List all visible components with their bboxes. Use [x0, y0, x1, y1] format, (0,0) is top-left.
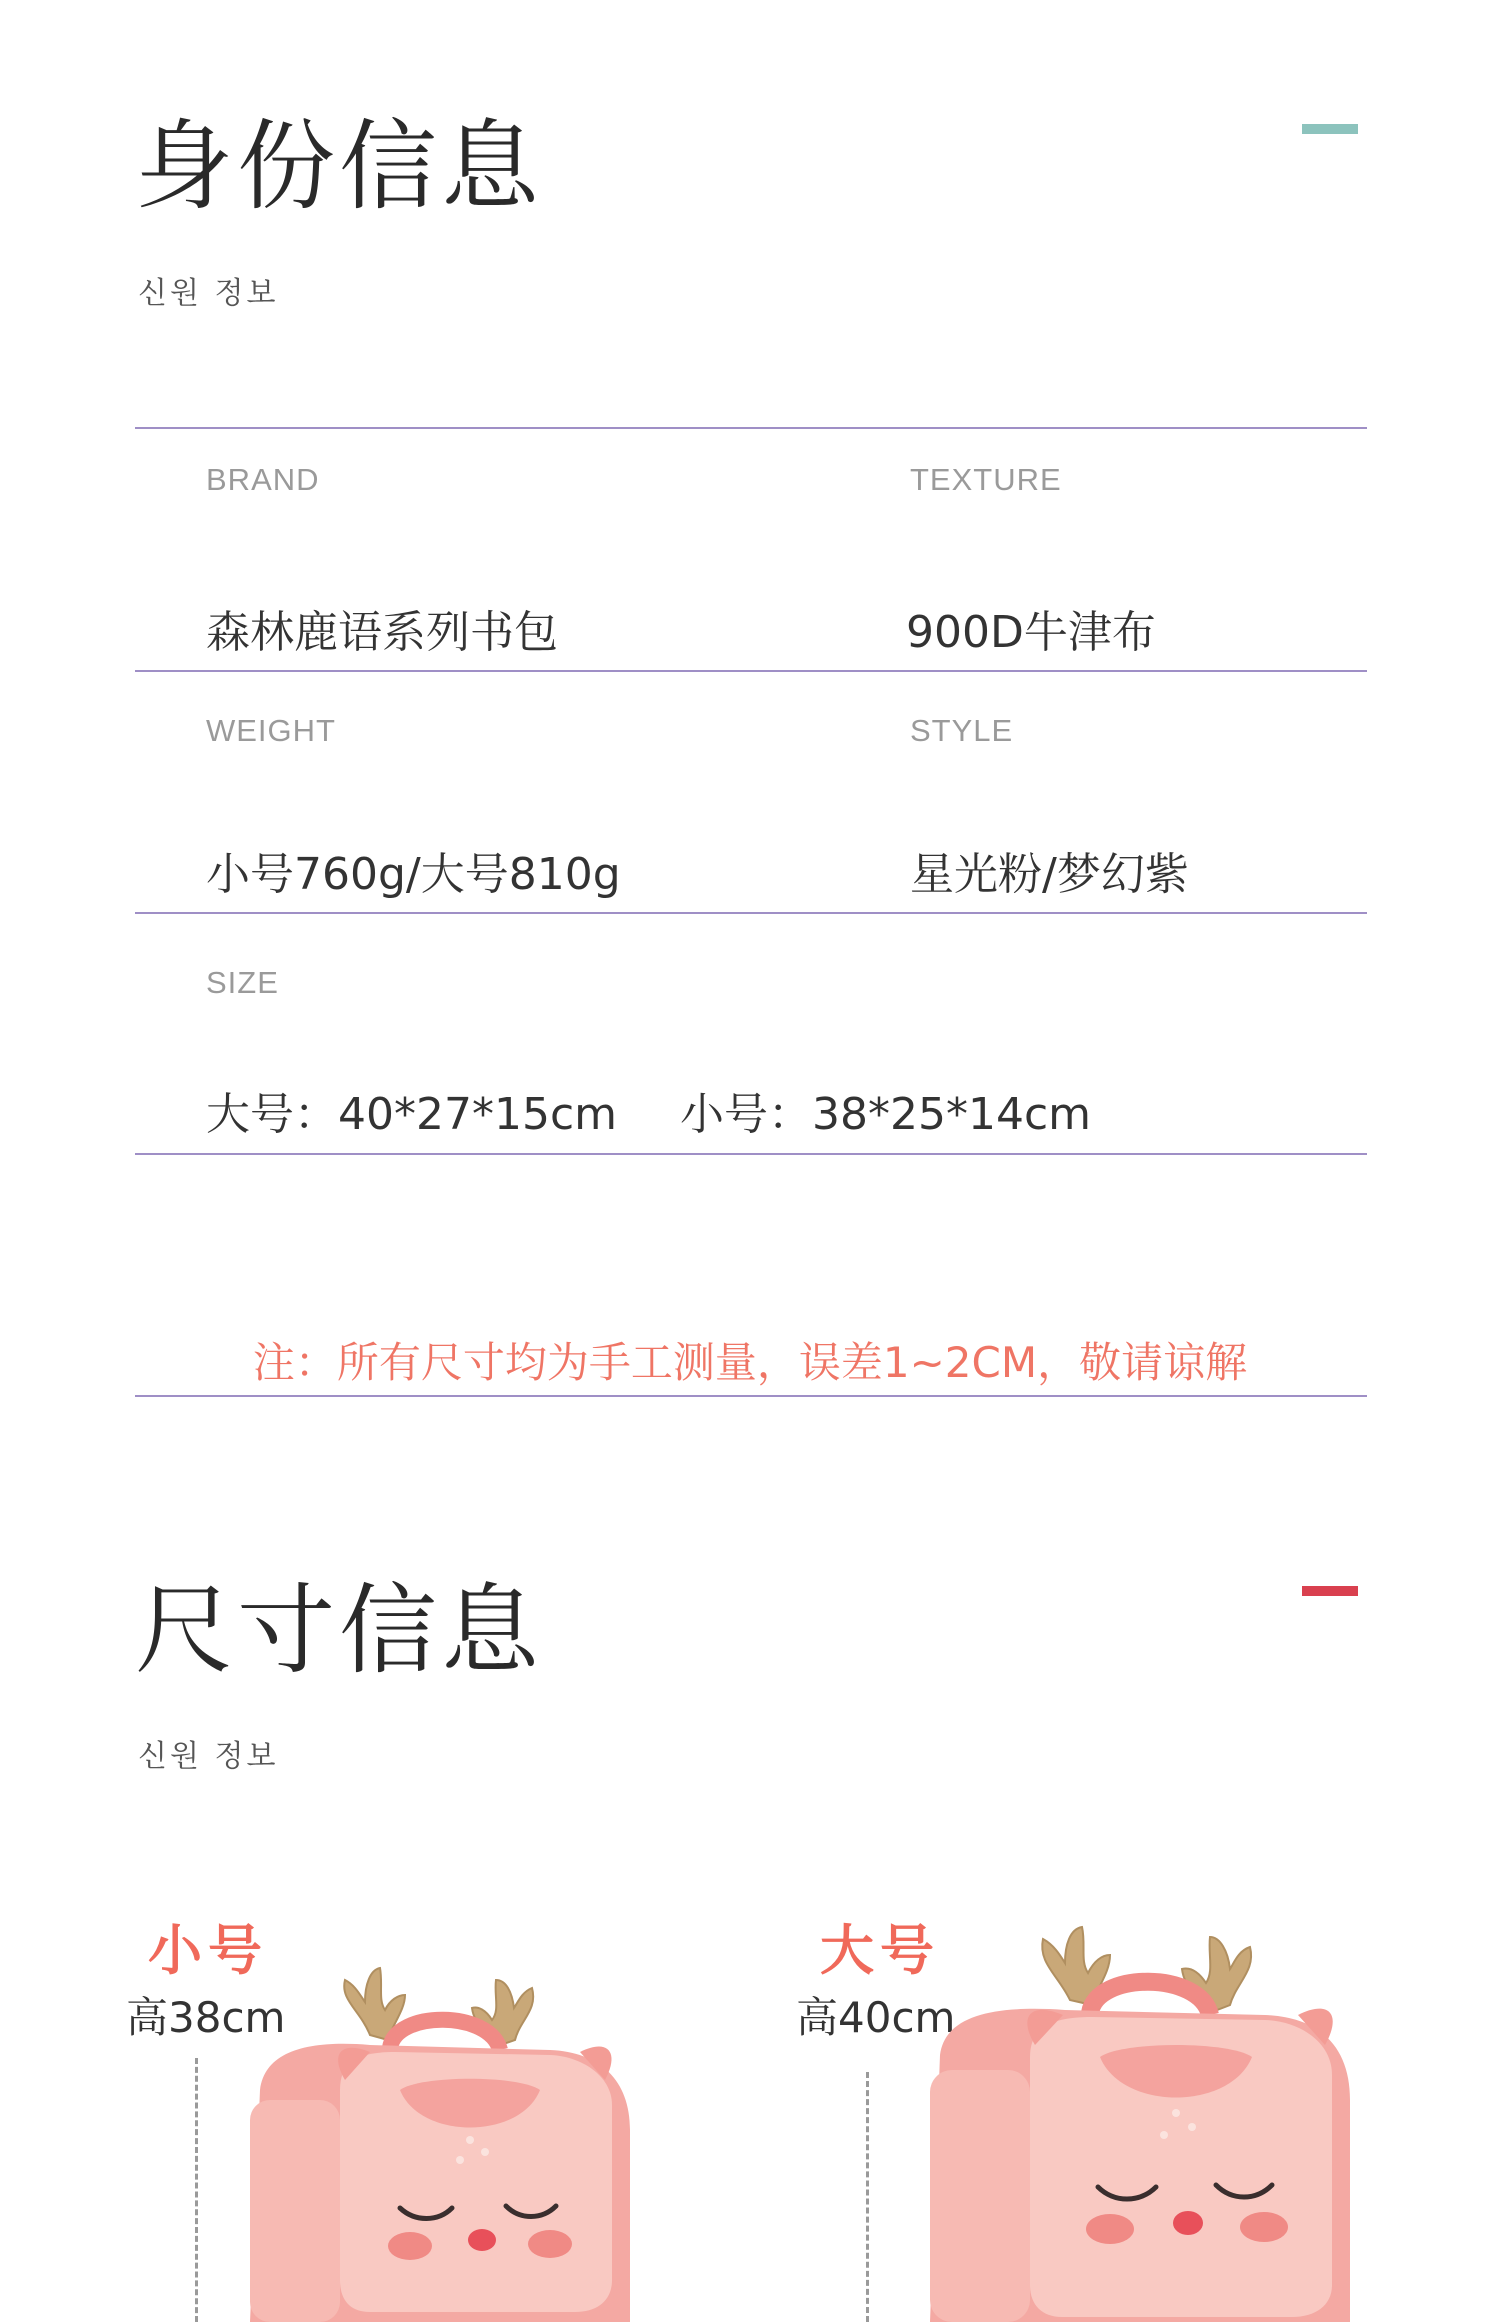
style-label: STYLE: [910, 713, 1014, 748]
identity-accent-dash: [1302, 124, 1358, 134]
spec-divider-3: [135, 1153, 1367, 1155]
style-value: 星光粉/梦幻紫: [910, 849, 1189, 900]
identity-title: 身份信息: [135, 110, 544, 224]
size-label: SIZE: [206, 965, 279, 1000]
small-size-height: 高38cm: [126, 1993, 286, 2042]
texture-value: 900D牛津布: [906, 607, 1156, 658]
brand-label: BRAND: [206, 462, 320, 497]
identity-subtitle: 신원 정보: [138, 276, 279, 311]
large-backpack-image: [900, 1905, 1380, 2322]
size-info-subtitle: 신원 정보: [138, 1739, 279, 1774]
spec-divider-2: [135, 912, 1367, 914]
spec-divider-1: [135, 670, 1367, 672]
measurement-note: 注：所有尺寸均为手工测量，误差1~2CM，敬请谅解: [252, 1338, 1248, 1387]
size-info-title: 尺寸信息: [135, 1574, 544, 1688]
weight-value: 小号760g/大号810g: [206, 849, 621, 900]
small-backpack-image: [220, 1940, 660, 2322]
large-height-guide: [866, 2072, 869, 2322]
size-value-small: 小号：38*25*14cm: [680, 1089, 1092, 1140]
spec-divider-top: [135, 427, 1367, 429]
weight-label: WEIGHT: [206, 713, 336, 748]
large-size-height: 高40cm: [796, 1993, 956, 2042]
size-value-large: 大号：40*27*15cm: [206, 1089, 618, 1140]
small-size-tag: 小号: [148, 1919, 268, 1982]
large-size-tag: 大号: [820, 1919, 940, 1982]
texture-label: TEXTURE: [910, 462, 1062, 497]
small-height-guide: [195, 2058, 198, 2322]
brand-value: 森林鹿语系列书包: [206, 607, 558, 658]
size-accent-dash: [1302, 1586, 1358, 1596]
note-divider: [135, 1395, 1367, 1397]
